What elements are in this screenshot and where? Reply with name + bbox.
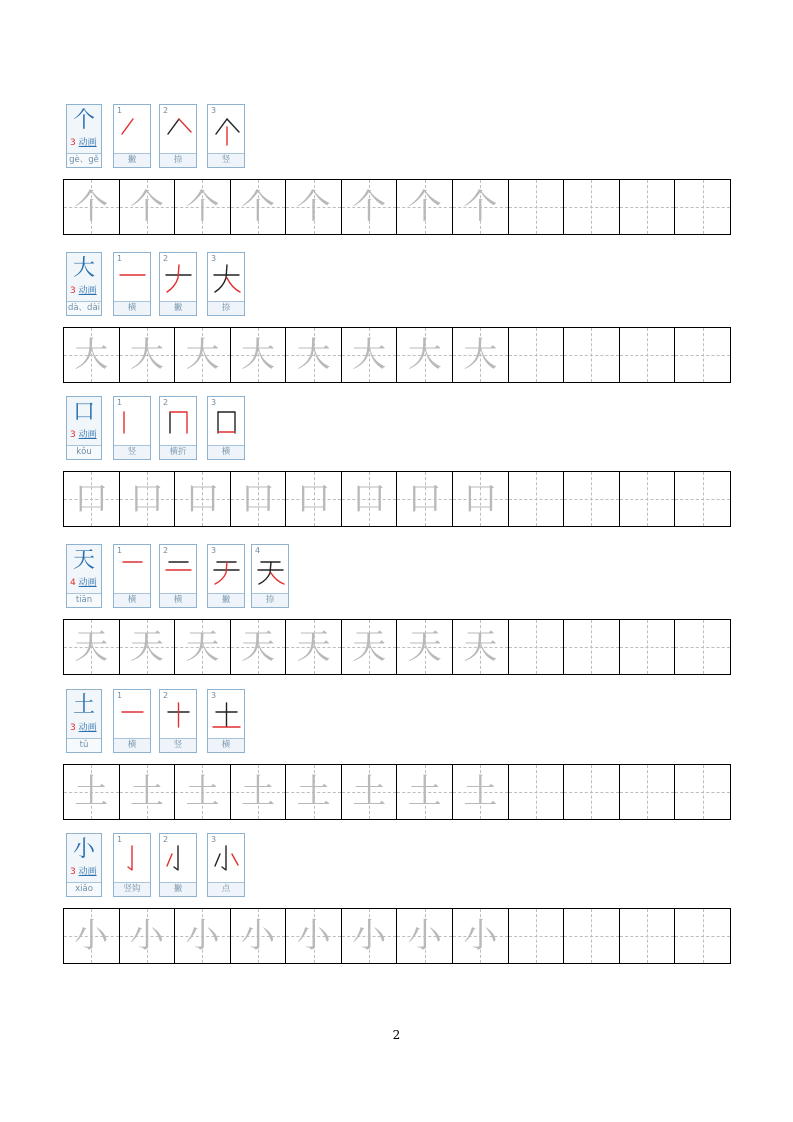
stroke-step-card [159,833,197,897]
practice-grid [63,471,731,527]
practice-cell[interactable] [175,328,231,382]
practice-cell[interactable] [175,909,231,963]
practice-cell[interactable] [620,472,676,526]
practice-cell[interactable] [397,328,453,382]
stroke-number: 1 [117,106,123,115]
practice-cell[interactable] [675,909,730,963]
practice-cell[interactable] [64,180,120,234]
stroke-name: 横 [114,301,150,315]
stroke-name: 撇 [114,153,150,167]
guide-line-vertical [591,909,592,963]
trace-character: 天 [407,627,442,667]
practice-cell[interactable] [509,620,565,674]
character-card [66,689,102,753]
practice-cell[interactable] [286,328,342,382]
trace-character: 小 [241,916,276,956]
stroke-step-drawing [116,114,148,146]
practice-cell[interactable] [286,909,342,963]
stroke-step-drawing [116,406,148,438]
stroke-name: 横 [114,593,150,607]
guide-line-vertical [703,765,704,819]
practice-cell[interactable] [175,180,231,234]
trace-character: 小 [463,916,498,956]
stroke-order-row [63,104,731,170]
guide-line-vertical [703,328,704,382]
stroke-number: 2 [163,546,169,555]
trace-character: 大 [185,335,220,375]
trace-character: 口 [296,479,331,519]
stroke-count-link[interactable] [70,430,97,441]
practice-cell[interactable] [64,909,120,963]
character-block [63,833,731,956]
character-glyph: 土 [72,693,95,718]
animation-label: 动画 [78,867,97,877]
stroke-step-drawing [162,699,194,731]
trace-character: 小 [74,916,109,956]
stroke-step-card [207,544,245,608]
stroke-step-card [159,252,197,316]
guide-line-vertical [703,620,704,674]
practice-cell[interactable] [64,765,120,819]
stroke-order-row [63,252,731,318]
trace-character: 口 [463,479,498,519]
stroke-step-drawing [210,406,242,438]
trace-character: 小 [129,916,164,956]
trace-character: 大 [129,335,164,375]
trace-character: 天 [352,627,387,667]
character-block [63,252,731,375]
practice-cell[interactable] [286,765,342,819]
trace-character: 个 [241,187,276,227]
stroke-count: 3 [70,723,76,733]
stroke-count: 3 [70,867,76,877]
practice-cell[interactable] [453,180,509,234]
stroke-name: 捺 [160,153,196,167]
stroke-name: 竖 [160,738,196,752]
trace-character: 口 [407,479,442,519]
practice-cell[interactable] [675,328,730,382]
practice-cell[interactable] [397,765,453,819]
trace-character: 个 [352,187,387,227]
practice-cell[interactable] [286,472,342,526]
stroke-number: 2 [163,691,169,700]
trace-character: 土 [407,772,442,812]
practice-cell[interactable] [620,328,676,382]
stroke-name: 撇 [160,301,196,315]
trace-character: 天 [74,627,109,667]
stroke-step-drawing [210,262,242,294]
stroke-name: 捺 [208,301,244,315]
stroke-number: 3 [211,546,217,555]
guide-line-vertical [591,620,592,674]
character-glyph: 大 [72,256,95,281]
animation-label: 动画 [78,286,97,296]
stroke-number: 4 [255,546,261,555]
guide-line-vertical [703,909,704,963]
stroke-step-drawing [210,699,242,731]
stroke-name: 横 [160,593,196,607]
character-card [66,833,102,897]
guide-line-vertical [536,765,537,819]
stroke-step-card [159,544,197,608]
guide-line-vertical [536,472,537,526]
character-glyph: 小 [72,837,95,862]
practice-cell[interactable] [175,620,231,674]
practice-cell[interactable] [453,765,509,819]
stroke-number: 2 [163,835,169,844]
practice-cell[interactable] [286,180,342,234]
practice-cell[interactable] [64,328,120,382]
practice-cell[interactable] [231,909,287,963]
stroke-number: 1 [117,835,123,844]
trace-character: 土 [241,772,276,812]
trace-character: 小 [352,916,387,956]
stroke-number: 2 [163,398,169,407]
practice-grid [63,764,731,820]
practice-cell[interactable] [509,765,565,819]
stroke-step-card [113,544,151,608]
stroke-number: 3 [211,254,217,263]
practice-cell[interactable] [564,472,620,526]
trace-character: 个 [407,187,442,227]
trace-character: 口 [74,479,109,519]
trace-character: 大 [74,335,109,375]
practice-cell[interactable] [675,180,730,234]
guide-line-vertical [536,328,537,382]
stroke-number: 1 [117,691,123,700]
guide-line-vertical [536,620,537,674]
stroke-number: 2 [163,254,169,263]
stroke-number: 3 [211,691,217,700]
practice-cell[interactable] [231,180,287,234]
practice-grid [63,908,731,964]
stroke-count: 3 [70,430,76,440]
trace-character: 天 [241,627,276,667]
pinyin: tǔ [67,738,101,752]
stroke-order-row [63,833,731,899]
stroke-step-card [113,396,151,460]
stroke-order-row [63,689,731,755]
trace-character: 天 [129,627,164,667]
practice-cell[interactable] [453,328,509,382]
stroke-count: 4 [70,578,76,588]
practice-cell[interactable] [675,620,730,674]
trace-character: 土 [296,772,331,812]
practice-cell[interactable] [509,328,565,382]
practice-cell[interactable] [231,765,287,819]
practice-cell[interactable] [342,620,398,674]
practice-cell[interactable] [564,909,620,963]
trace-character: 土 [463,772,498,812]
practice-cell[interactable] [175,765,231,819]
stroke-number: 1 [117,398,123,407]
character-glyph: 口 [72,400,95,425]
character-card [66,104,102,168]
stroke-name: 横 [208,738,244,752]
trace-character: 个 [296,187,331,227]
stroke-step-card [207,104,245,168]
guide-line-vertical [647,472,648,526]
practice-cell[interactable] [509,472,565,526]
stroke-step-drawing [254,554,286,586]
practice-cell[interactable] [120,180,176,234]
trace-character: 土 [352,772,387,812]
guide-line-vertical [647,909,648,963]
character-card [66,544,102,608]
stroke-count-link[interactable] [70,867,97,878]
practice-cell[interactable] [342,328,398,382]
stroke-name: 竖 [208,153,244,167]
guide-line-vertical [647,765,648,819]
trace-character: 口 [185,479,220,519]
guide-line-vertical [703,472,704,526]
animation-label: 动画 [78,430,97,440]
practice-cell[interactable] [453,472,509,526]
stroke-number: 2 [163,106,169,115]
pinyin: xiǎo [67,882,101,896]
stroke-step-drawing [210,554,242,586]
stroke-step-drawing [116,554,148,586]
stroke-name: 横 [208,445,244,459]
page-number: 2 [392,1028,401,1042]
stroke-step-card [159,104,197,168]
practice-cell[interactable] [620,180,676,234]
practice-cell[interactable] [453,620,509,674]
practice-cell[interactable] [231,620,287,674]
stroke-name: 横折 [160,445,196,459]
trace-character: 天 [463,627,498,667]
stroke-step-drawing [162,114,194,146]
stroke-name: 竖钩 [114,882,150,896]
stroke-step-drawing [162,843,194,875]
trace-character: 小 [296,916,331,956]
stroke-step-card [207,833,245,897]
guide-line-vertical [647,328,648,382]
trace-character: 土 [185,772,220,812]
stroke-number: 3 [211,835,217,844]
stroke-name: 竖 [114,445,150,459]
trace-character: 天 [185,627,220,667]
practice-cell[interactable] [231,472,287,526]
guide-line-vertical [591,180,592,234]
trace-character: 土 [74,772,109,812]
stroke-count-link[interactable] [70,286,97,297]
stroke-step-card [113,252,151,316]
practice-cell[interactable] [120,765,176,819]
trace-character: 个 [74,187,109,227]
pinyin: dà、dài [67,303,101,313]
practice-cell[interactable] [564,328,620,382]
character-glyph: 天 [72,548,95,573]
practice-cell[interactable] [120,472,176,526]
stroke-step-card [207,396,245,460]
practice-cell[interactable] [620,765,676,819]
stroke-count-link[interactable] [70,138,97,149]
stroke-name: 撇 [160,882,196,896]
practice-cell[interactable] [675,765,730,819]
stroke-step-card [113,104,151,168]
character-glyph: 个 [72,108,95,133]
trace-character: 天 [296,627,331,667]
stroke-step-card [207,252,245,316]
practice-cell[interactable] [564,765,620,819]
stroke-step-drawing [210,114,242,146]
stroke-step-drawing [116,699,148,731]
guide-line-vertical [703,180,704,234]
pinyin: tiān [67,593,101,607]
practice-cell[interactable] [564,180,620,234]
stroke-step-card [113,833,151,897]
practice-cell[interactable] [397,620,453,674]
stroke-step-card [207,689,245,753]
guide-line-vertical [647,180,648,234]
trace-character: 大 [241,335,276,375]
practice-cell[interactable] [397,909,453,963]
practice-cell[interactable] [231,328,287,382]
guide-line-vertical [591,472,592,526]
stroke-step-card [113,689,151,753]
pinyin: gè、gě [67,153,101,167]
practice-cell[interactable] [397,472,453,526]
guide-line-vertical [536,180,537,234]
guide-line-vertical [591,328,592,382]
trace-character: 口 [241,479,276,519]
stroke-number: 3 [211,398,217,407]
stroke-count-link[interactable] [70,723,97,734]
stroke-step-drawing [162,262,194,294]
practice-cell[interactable] [64,620,120,674]
stroke-count-link[interactable] [70,578,97,589]
stroke-step-card [159,396,197,460]
practice-cell[interactable] [620,909,676,963]
practice-cell[interactable] [286,620,342,674]
guide-line-vertical [536,909,537,963]
stroke-step-drawing [116,843,148,875]
practice-cell[interactable] [675,472,730,526]
character-block [63,396,731,519]
stroke-name: 点 [208,882,244,896]
stroke-count: 3 [70,286,76,296]
character-card [66,252,102,316]
practice-cell[interactable] [397,180,453,234]
trace-character: 口 [129,479,164,519]
practice-cell[interactable] [453,909,509,963]
animation-label: 动画 [78,138,97,148]
practice-cell[interactable] [564,620,620,674]
trace-character: 个 [463,187,498,227]
stroke-number: 1 [117,254,123,263]
trace-character: 口 [352,479,387,519]
trace-character: 大 [296,335,331,375]
practice-cell[interactable] [342,909,398,963]
animation-label: 动画 [78,723,97,733]
trace-character: 个 [185,187,220,227]
character-block [63,104,731,227]
stroke-step-card [251,544,289,608]
practice-cell[interactable] [342,765,398,819]
practice-grid [63,179,731,235]
stroke-name: 横 [114,738,150,752]
trace-character: 大 [463,335,498,375]
character-block [63,689,731,812]
animation-label: 动画 [78,578,97,588]
practice-cell[interactable] [342,180,398,234]
stroke-step-card [159,689,197,753]
guide-line-vertical [647,620,648,674]
practice-grid [63,619,731,675]
stroke-step-drawing [162,554,194,586]
stroke-count: 3 [70,138,76,148]
character-block [63,544,731,667]
stroke-step-drawing [210,843,242,875]
character-card [66,396,102,460]
stroke-order-row [63,544,731,610]
stroke-order-row [63,396,731,462]
trace-character: 土 [129,772,164,812]
guide-line-vertical [591,765,592,819]
stroke-number: 1 [117,546,123,555]
stroke-name: 捺 [252,593,288,607]
stroke-step-drawing [162,406,194,438]
stroke-step-drawing [116,262,148,294]
practice-grid [63,327,731,383]
stroke-number: 3 [211,106,217,115]
pinyin: kǒu [67,445,101,459]
practice-cell[interactable] [120,620,176,674]
practice-cell[interactable] [175,472,231,526]
practice-cell[interactable] [342,472,398,526]
trace-character: 大 [407,335,442,375]
practice-cell[interactable] [120,909,176,963]
practice-cell[interactable] [120,328,176,382]
trace-character: 小 [407,916,442,956]
practice-cell[interactable] [509,180,565,234]
trace-character: 大 [352,335,387,375]
practice-cell[interactable] [620,620,676,674]
trace-character: 小 [185,916,220,956]
trace-character: 个 [129,187,164,227]
practice-cell[interactable] [509,909,565,963]
practice-cell[interactable] [64,472,120,526]
stroke-name: 撇 [208,593,244,607]
